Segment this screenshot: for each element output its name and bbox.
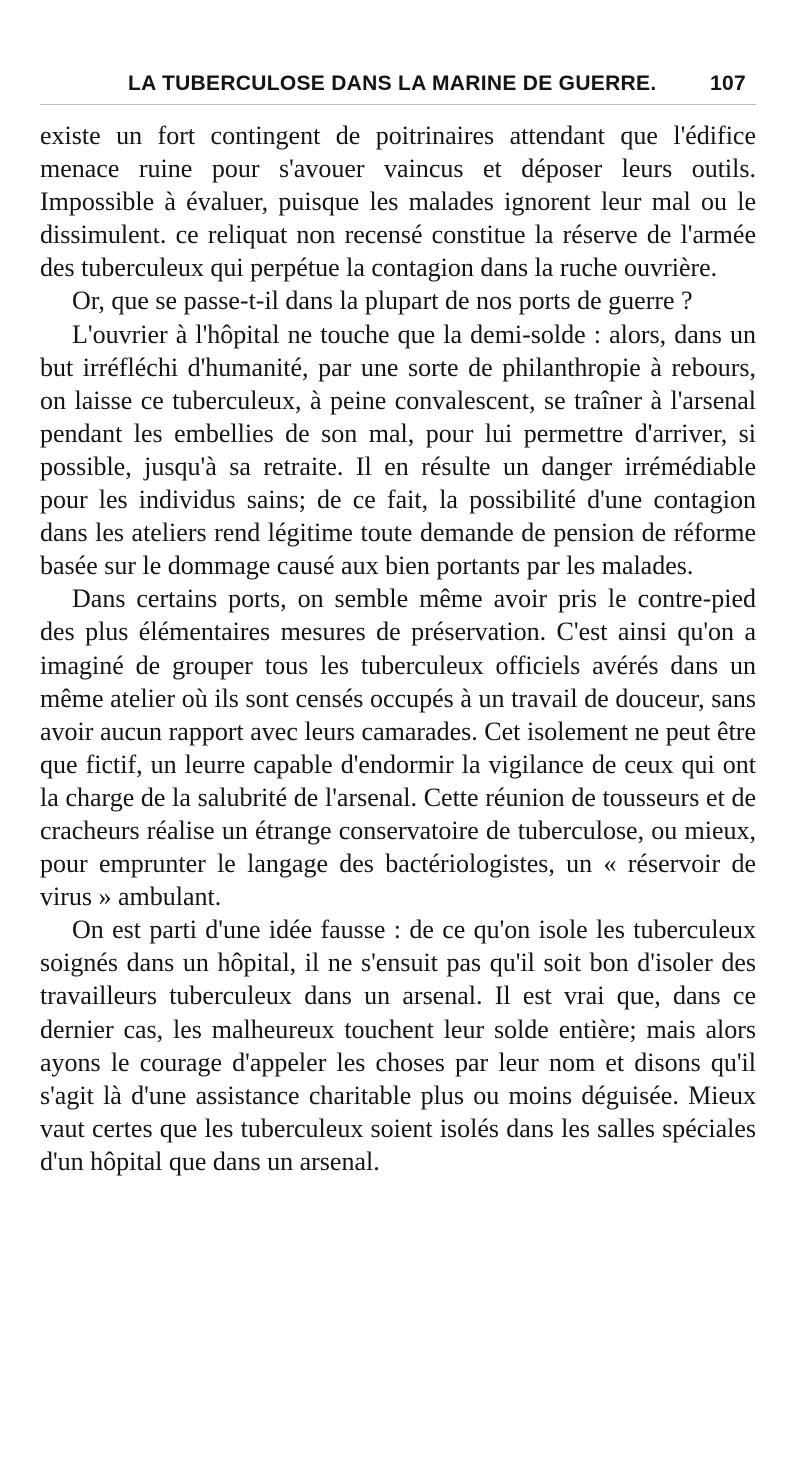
body-text — [40, 119, 756, 1178]
running-title: LA TUBERCULOSE DANS LA MARINE DE GUERRE. — [128, 72, 657, 95]
paragraph-false-idea: On est parti d'une idée fausse : de ce qu'on isole les tuberculeux soignés dans un hôpital, il ne s'ensuit pas qu'il soit bon d'isoler des travailleurs tuberculeux dans un arsenal. Il est vrai que, dans ce dernier cas, les malheureux touchent leur solde entière; mais alors ayons le courage d'appeler les choses par leur nom et disons qu'il s'agit là d'une assistance charitable plus ou moins déguisée. Mieux vaut certes que les tuberculeux soient isolés dans les salles spéciales d'un hôpital que dans un arsenal. — [40, 915, 756, 1176]
book-page — [40, 68, 756, 1178]
running-head — [40, 68, 756, 105]
paragraph-isolation-workshop: Dans certains ports, on semble même avoir pris le contre-pied des plus élémentaires mesures de préservation. C'est ainsi qu'on a imaginé de grouper tous les tuberculeux officiels avérés dans un même atelier où ils sont censés occupés à un travail de douceur, sans avoir aucun rapport avec leurs camarades. Cet isolement ne peut être que fictif, un leurre capable d'endormir la vigilance de ceux qui ont la charge de la salubrité de l'arsenal. Cette réunion de tousseurs et de cracheurs réalise un étrange conservatoire de tuberculose, ou mieux, pour emprunter le langage des bactériologistes, un « réservoir de virus » ambulant. — [40, 584, 756, 912]
page-number: 107 — [710, 72, 746, 95]
paragraph-question: Or, que se passe-t-il dans la plupart de nos ports de guerre ? — [72, 286, 693, 316]
paragraph-continued: existe un fort contingent de poitrinaires attendant que l'édifice menace ruine pour s'avouer vaincus et déposer leurs outils. Impossible à évaluer, puisque les malades ignorent leur mal ou le dissimulent. ce reliquat non recensé constitue la réserve de l'armée des tuberculeux qui perpétue la contagion dans la ruche ouvrière. — [40, 121, 756, 283]
paragraph-half-pay: L'ouvrier à l'hôpital ne touche que la demi-solde : alors, dans un but irréfléchi d'humanité, par une sorte de philanthropie à rebours, on laisse ce tuberculeux, à peine convalescent, se traîner à l'arsenal pendant les embellies de son mal, pour lui permettre d'arriver, si possible, jusqu'à sa retraite. Il en résulte un danger irrémédiable pour les individus sains; de ce fait, la possibilité d'une contagion dans les ateliers rend légitime toute demande de pension de réforme basée sur le dommage causé aux bien portants par les malades. — [40, 319, 756, 581]
